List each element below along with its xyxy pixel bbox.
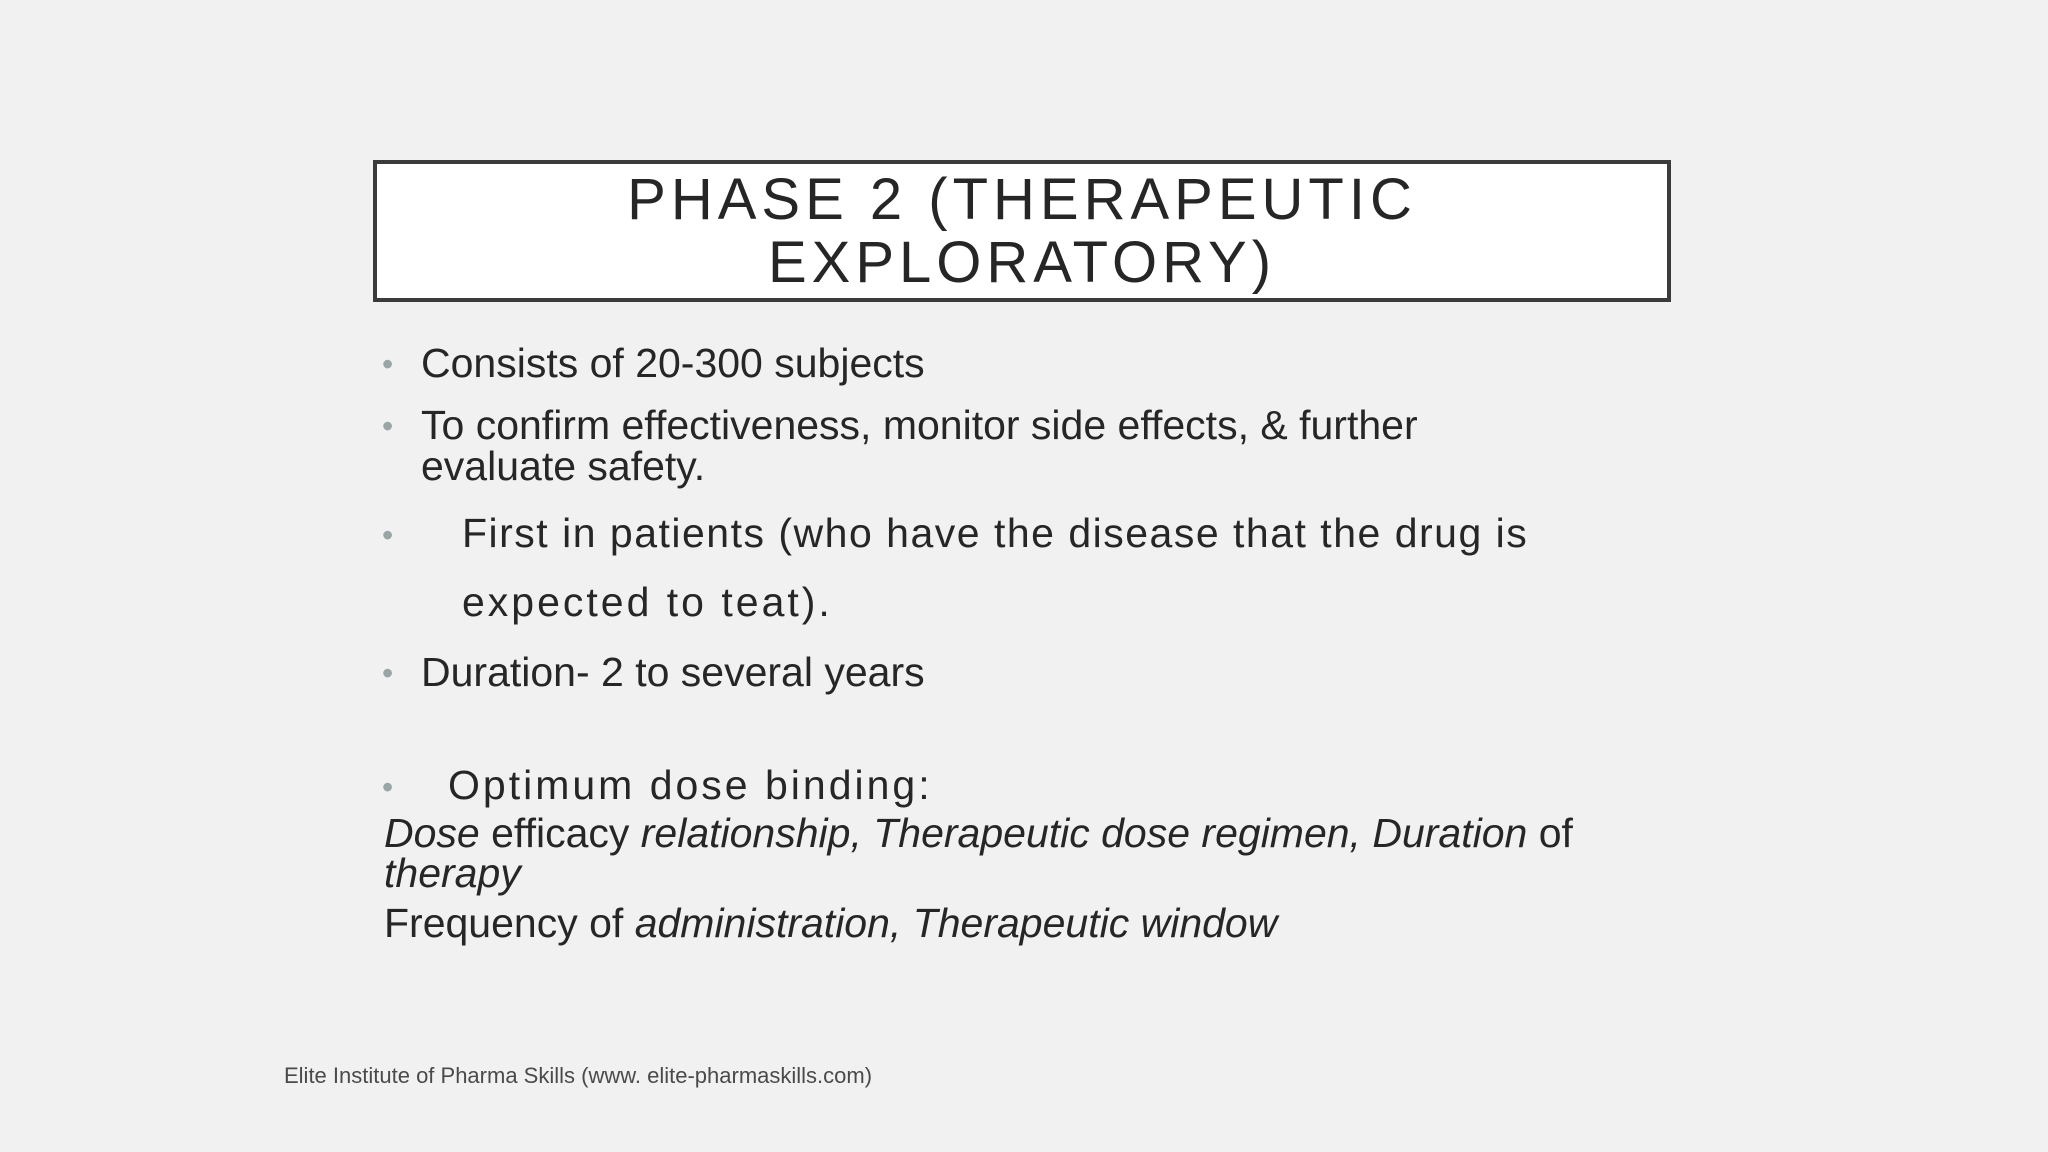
slide-title-box [373,160,1671,302]
dose-details-line-3 [384,900,1278,946]
efficacy-term: efficacy [479,810,641,856]
bullet-dot: • [382,517,394,553]
slide-title-line-1: PHASE 2 (THERAPEUTIC [627,167,1417,232]
therapy-term: therapy [384,850,521,896]
bullet-purpose-line-2: evaluate safety. [421,443,706,489]
bullet-dot: • [382,655,394,691]
dose-details-line-2 [384,850,521,896]
slide-footer: Elite Institute of Pharma Skills (www. elite-pharmaskills.com) [284,1063,873,1088]
bullet-optimum-dose: Optimum dose binding: [448,762,933,808]
bullet-dot: • [382,769,394,805]
bullet-subjects: Consists of 20-300 subjects [421,340,925,386]
dose-details-line-1 [384,810,1573,856]
bullet-patients-line-2: expected to teat). [462,579,833,625]
administration-terms: administration, Therapeutic window [634,900,1278,946]
dose-term: Dose [384,810,480,856]
bullet-duration: Duration- 2 to several years [421,649,925,695]
bullet-dot: • [382,408,394,444]
frequency-term: Frequency of [384,900,635,946]
of-term: of [1527,810,1573,856]
bullet-purpose-line-1: To confirm effectiveness, monitor side effects, & further [421,402,1418,448]
slide-title-line-2: EXPLORATORY) [767,230,1277,295]
bullet-dot: • [382,346,394,382]
bullet-patients-line-1: First in patients (who have the disease that the drug is [462,510,1529,556]
regimen-terms: relationship, Therapeutic dose regimen, Duration [640,810,1528,856]
